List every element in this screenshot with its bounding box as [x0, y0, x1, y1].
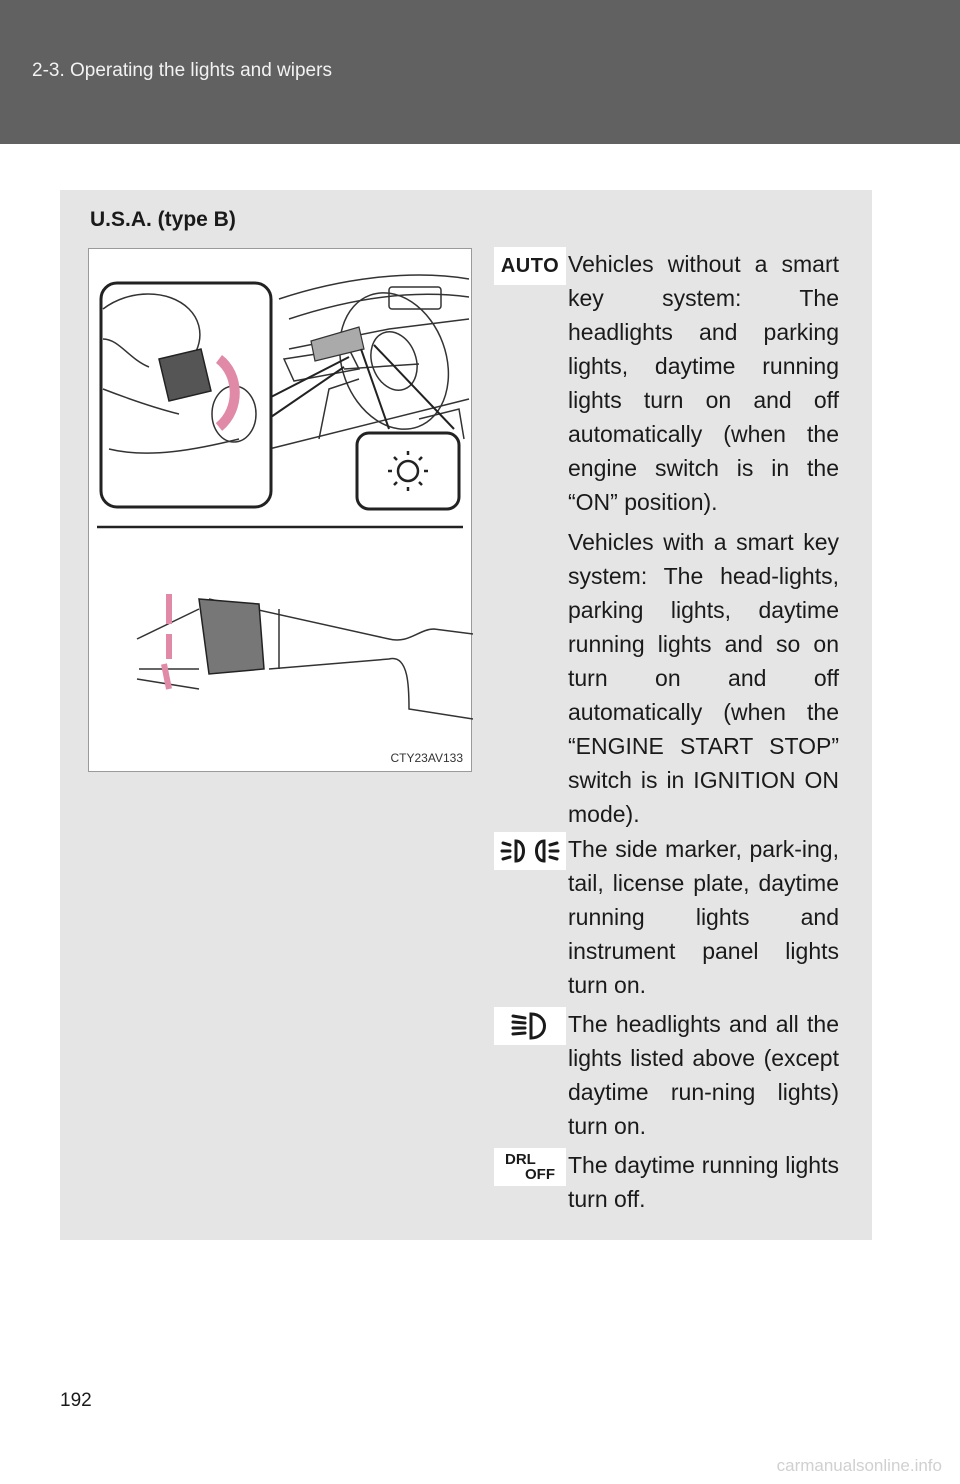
lever-drawing — [137, 599, 473, 719]
watermark: carmanualsonline.info — [776, 1456, 942, 1475]
headlight-icon — [494, 1007, 566, 1045]
entry-auto-text-2: Vehicles with a smart key system: The head-lights, parking lights, daytime running lights and so on turn on and off automatically (when the “ENGINE START STOP” switch is in IGNITION ON mode). — [568, 529, 839, 827]
auto-light-icon — [494, 247, 566, 285]
stalk-highlight — [311, 327, 364, 361]
drl-off-icon — [494, 1148, 566, 1186]
entry-auto — [494, 247, 839, 837]
light-switch-illustration — [88, 248, 472, 772]
entry-drl-off — [494, 1148, 839, 1222]
switch-knob — [159, 349, 211, 401]
entry-auto-text-1: Vehicles without a smart key system: The headlights and parking lights, daytime running lights turn on and off automatically (when the engine switch is in the “ON” position). — [568, 251, 839, 515]
inset-box-symbol — [357, 433, 459, 509]
headlight-icon-svg — [505, 1010, 555, 1042]
lever-arrows — [164, 594, 169, 689]
side-marker-light-icon-svg — [498, 836, 562, 866]
section-title: U.S.A. (type B) — [90, 208, 236, 231]
drl-off-icon-label: DRL OFF — [505, 1151, 555, 1183]
image-code: CTY23AV133 — [390, 751, 463, 765]
entry-headlights-text: The headlights and all the lights listed above (except daytime run-ning lights) turn on. — [568, 1011, 839, 1139]
entry-headlights — [494, 1007, 839, 1149]
entry-drl-off-text: The daytime running lights turn off. — [568, 1152, 839, 1212]
entry-side-marker — [494, 832, 839, 1008]
header-section-title: 2-3. Operating the lights and wipers — [32, 60, 332, 81]
page-number: 192 — [60, 1390, 92, 1411]
illustration-drawing — [89, 249, 473, 773]
auto-icon-label: AUTO — [500, 254, 560, 277]
lever-head — [199, 599, 264, 674]
side-marker-light-icon — [494, 832, 566, 870]
entry-side-marker-text: The side marker, park-ing, tail, license plate, daytime running lights and instrument panel lights turn on. — [568, 836, 839, 998]
dashboard-drawing — [269, 275, 469, 449]
page-header — [0, 0, 960, 144]
